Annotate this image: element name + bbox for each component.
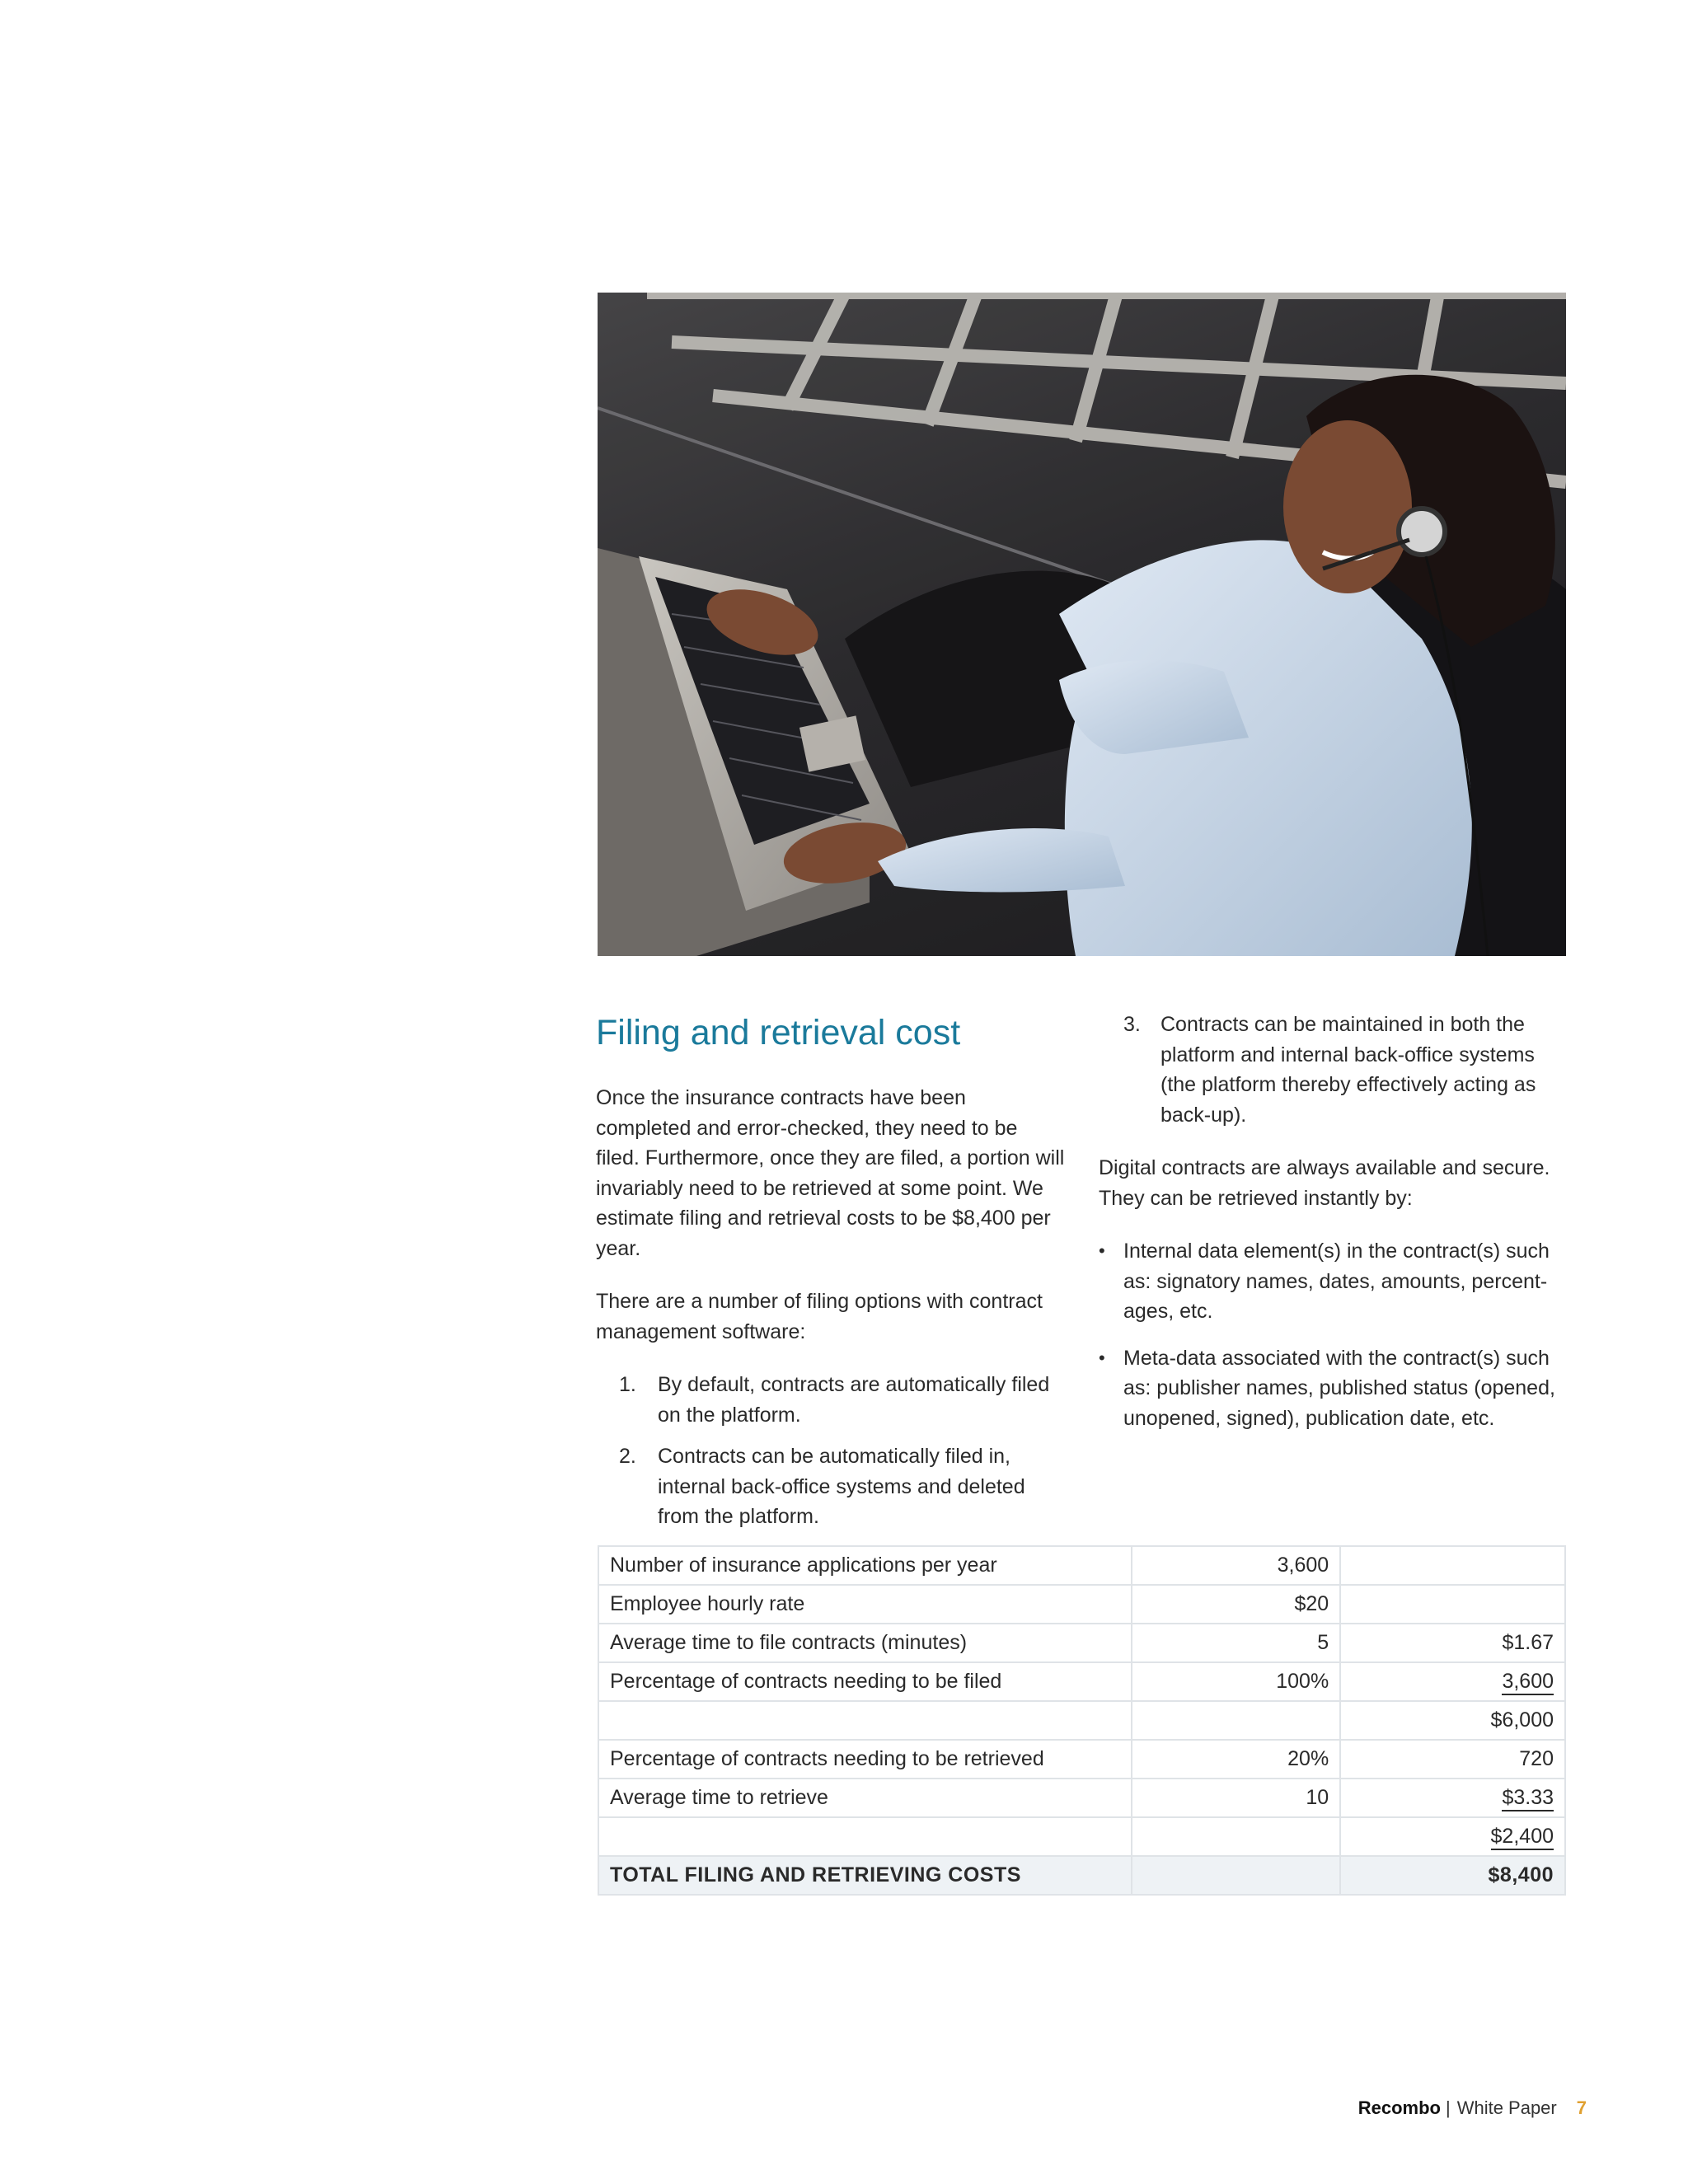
table-row	[598, 1817, 1565, 1856]
row-value: $20	[1132, 1585, 1340, 1624]
document-type: White Paper	[1456, 2097, 1557, 2118]
list-text: Contracts can be maintained in both the platform and internal back-office systems (the platform thereby effectively acting as back-up).	[1160, 1013, 1536, 1127]
filing-options-list	[596, 1370, 1066, 1532]
row-value: 5	[1132, 1624, 1340, 1662]
underlined-result: $2,400	[1491, 1825, 1554, 1850]
brand-name: Recombo	[1357, 2097, 1441, 2118]
row-result	[1340, 1817, 1565, 1856]
list-text: By default, contracts are automatically filed on the platform.	[658, 1373, 1050, 1427]
row-label	[598, 1817, 1132, 1856]
right-column	[1099, 1010, 1568, 1450]
row-value	[1132, 1817, 1340, 1856]
list-number: 2.	[619, 1445, 636, 1468]
total-row	[598, 1856, 1565, 1895]
list-item	[596, 1370, 1066, 1430]
footer-separator: |	[1445, 2097, 1451, 2118]
table-row	[598, 1740, 1565, 1779]
retrieval-methods-list	[1099, 1236, 1568, 1433]
row-label: Average time to file contracts (minutes)	[598, 1624, 1132, 1662]
cost-table	[598, 1545, 1566, 1896]
list-item: • Internal data element(s) in the contract(s) such as: signatory names, dates, amounts, percent-ages, etc.	[1099, 1236, 1568, 1327]
row-value: 10	[1132, 1779, 1340, 1817]
row-label: Average time to retrieve	[598, 1779, 1132, 1817]
list-number: 3.	[1123, 1013, 1141, 1036]
total-label: TOTAL FILING AND RETRIEVING COSTS	[598, 1856, 1132, 1895]
row-result	[1340, 1585, 1565, 1624]
underlined-result: 3,600	[1502, 1670, 1554, 1695]
row-result	[1340, 1662, 1565, 1701]
list-number: 1.	[619, 1373, 636, 1396]
digital-intro: Digital contracts are always available and secure. They can be retrieved instantly by:	[1099, 1156, 1550, 1210]
row-result: 720	[1340, 1740, 1565, 1779]
list-item: • Meta-data associated with the contract(s) such as: publisher names, published status (opened, unopened, signed), publication date, etc.	[1099, 1343, 1568, 1434]
list-item	[1099, 1010, 1568, 1130]
office-worker-illustration	[598, 293, 1566, 956]
row-label	[598, 1701, 1132, 1740]
row-result: $6,000	[1340, 1701, 1565, 1740]
row-value: 3,600	[1132, 1546, 1340, 1585]
table-row	[598, 1585, 1565, 1624]
underlined-result: $3.33	[1502, 1786, 1554, 1811]
row-label: Employee hourly rate	[598, 1585, 1132, 1624]
row-value	[1132, 1856, 1340, 1895]
intro-paragraph: Once the insurance contracts have been completed and error-checked, they need to be filed. Furthermore, once they are filed, a portion will invariably need to be retrieved at some point. We estimate filing and retrieval costs to be $8,400 per year.	[596, 1086, 1065, 1260]
row-label: Percentage of contracts needing to be retrieved	[598, 1740, 1132, 1779]
row-result	[1340, 1546, 1565, 1585]
left-column	[596, 1010, 1066, 1555]
row-value: 100%	[1132, 1662, 1340, 1701]
page-footer	[1236, 2097, 1587, 2119]
table-row	[598, 1701, 1565, 1740]
table-row	[598, 1624, 1565, 1662]
row-value	[1132, 1701, 1340, 1740]
list-item	[596, 1441, 1066, 1532]
row-result: $1.67	[1340, 1624, 1565, 1662]
table-row	[598, 1546, 1565, 1585]
list-text: Contracts can be automatically filed in, internal back-office systems and deleted from the platform.	[658, 1445, 1025, 1528]
row-label: Percentage of contracts needing to be filed	[598, 1662, 1132, 1701]
row-label: Number of insurance applications per year	[598, 1546, 1132, 1585]
page-number: 7	[1576, 2097, 1587, 2118]
filing-options-list-continued	[1099, 1010, 1568, 1130]
row-result	[1340, 1779, 1565, 1817]
section-title: Filing and retrieval cost	[596, 1013, 961, 1052]
total-value: $8,400	[1340, 1856, 1565, 1895]
table-row	[598, 1662, 1565, 1701]
table-row	[598, 1779, 1565, 1817]
options-intro: There are a number of filing options with contract management software:	[596, 1290, 1043, 1343]
row-value: 20%	[1132, 1740, 1340, 1779]
hero-photo	[598, 293, 1566, 956]
